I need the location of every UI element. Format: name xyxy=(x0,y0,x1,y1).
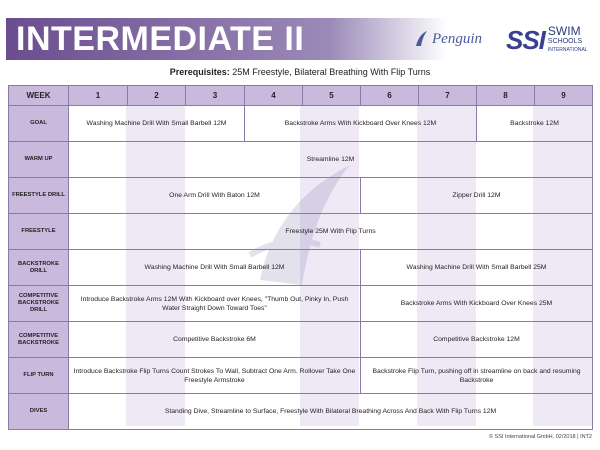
week-6: 6 xyxy=(361,86,419,106)
ssi-logo-schools: SCHOOLS xyxy=(547,38,583,45)
row-competitive-backstroke-drill xyxy=(9,286,593,322)
row-label-competitive-backstroke-drill: COMPETITIVE BACKSTROKE DRILL xyxy=(9,286,69,322)
competitive-backstroke-drill-weeks-1-5: Introduce Backstroke Arms 12M With Kickboard over Knees, "Thumb Out, Pinky In, Push Water Straight Down Toward Toes" xyxy=(69,286,361,322)
row-goal xyxy=(9,106,593,142)
ssi-logo-mark: SSI xyxy=(506,24,545,55)
ssi-logo xyxy=(506,24,588,56)
freestyle-all-weeks: Freestyle 25M With Flip Turns xyxy=(69,214,593,250)
row-label-backstroke-drill: BACKSTROKE DRILL xyxy=(9,250,69,286)
competitive-backstroke-drill-weeks-6-9: Backstroke Arms With Kickboard Over Knees 25M xyxy=(361,286,593,322)
flip-turn-weeks-6-9: Backstroke Flip Turn, pushing off in streamline on back and resuming Backstroke xyxy=(361,358,593,394)
row-backstroke-drill xyxy=(9,250,593,286)
penguin-logo-text: Penguin xyxy=(432,30,482,47)
freestyle-drill-weeks-1-5: One Arm Drill With Baton 12M xyxy=(69,178,361,214)
week-5: 5 xyxy=(303,86,361,106)
flip-turn-weeks-1-5: Introduce Backstroke Flip Turns Count Strokes To Wall, Subtract One Arm. Rollover Take One Freestyle Armstroke xyxy=(69,358,361,394)
goal-weeks-1-3: Washing Machine Drill With Small Barbell 12M xyxy=(69,106,245,142)
goal-weeks-4-7: Backstroke Arms With Kickboard Over Knees 12M xyxy=(245,106,477,142)
ssi-logo-international: INTERNATIONAL xyxy=(547,47,588,53)
row-label-goal: GOAL xyxy=(9,106,69,142)
week-9: 9 xyxy=(535,86,593,106)
competitive-backstroke-weeks-1-5: Competitive Backstroke 6M xyxy=(69,322,361,358)
page-title: INTERMEDIATE II xyxy=(16,20,305,58)
copyright-footer: © SSI International GmbH, 02/2018 | INT2 xyxy=(488,434,592,440)
warmup-all-weeks: Streamline 12M xyxy=(69,142,593,178)
ssi-logo-swim: SWIM xyxy=(547,24,581,38)
backstroke-drill-weeks-6-9: Washing Machine Drill With Small Barbell 25M xyxy=(361,250,593,286)
week-7: 7 xyxy=(419,86,477,106)
row-dives xyxy=(9,394,593,430)
prerequisites-text: 25M Freestyle, Bilateral Breathing With Flip Turns xyxy=(229,67,431,77)
row-label-competitive-backstroke: COMPETITIVE BACKSTROKE xyxy=(9,322,69,358)
row-label-flip-turn: FLIP TURN xyxy=(9,358,69,394)
row-freestyle-drill xyxy=(9,178,593,214)
dives-all-weeks: Standing Dive, Streamline to Surface, Freestyle With Bilateral Breathing Across And Back With Flip Turns 12M xyxy=(69,394,593,430)
penguin-icon xyxy=(414,30,428,48)
backstroke-drill-weeks-1-5: Washing Machine Drill With Small Barbell 12M xyxy=(69,250,361,286)
header-band xyxy=(6,18,594,60)
prerequisites xyxy=(0,67,600,77)
schedule-table xyxy=(8,85,593,430)
row-competitive-backstroke xyxy=(9,322,593,358)
freestyle-drill-weeks-6-9: Zipper Drill 12M xyxy=(361,178,593,214)
goal-weeks-8-9: Backstroke 12M xyxy=(477,106,593,142)
week-2: 2 xyxy=(128,86,186,106)
week-label: WEEK xyxy=(9,86,69,106)
row-label-freestyle: FREESTYLE xyxy=(9,214,69,250)
week-4: 4 xyxy=(245,86,303,106)
competitive-backstroke-weeks-6-9: Competitive Backstroke 12M xyxy=(361,322,593,358)
row-label-dives: DIVES xyxy=(9,394,69,430)
penguin-logo xyxy=(414,28,482,50)
week-8: 8 xyxy=(477,86,535,106)
row-flip-turn xyxy=(9,358,593,394)
week-1: 1 xyxy=(69,86,128,106)
week-header-row xyxy=(9,86,593,106)
row-warmup xyxy=(9,142,593,178)
prerequisites-label: Prerequisites: xyxy=(169,67,230,77)
week-3: 3 xyxy=(186,86,245,106)
row-label-warmup: WARM UP xyxy=(9,142,69,178)
row-label-freestyle-drill: FREESTYLE DRILL xyxy=(9,178,69,214)
row-freestyle xyxy=(9,214,593,250)
